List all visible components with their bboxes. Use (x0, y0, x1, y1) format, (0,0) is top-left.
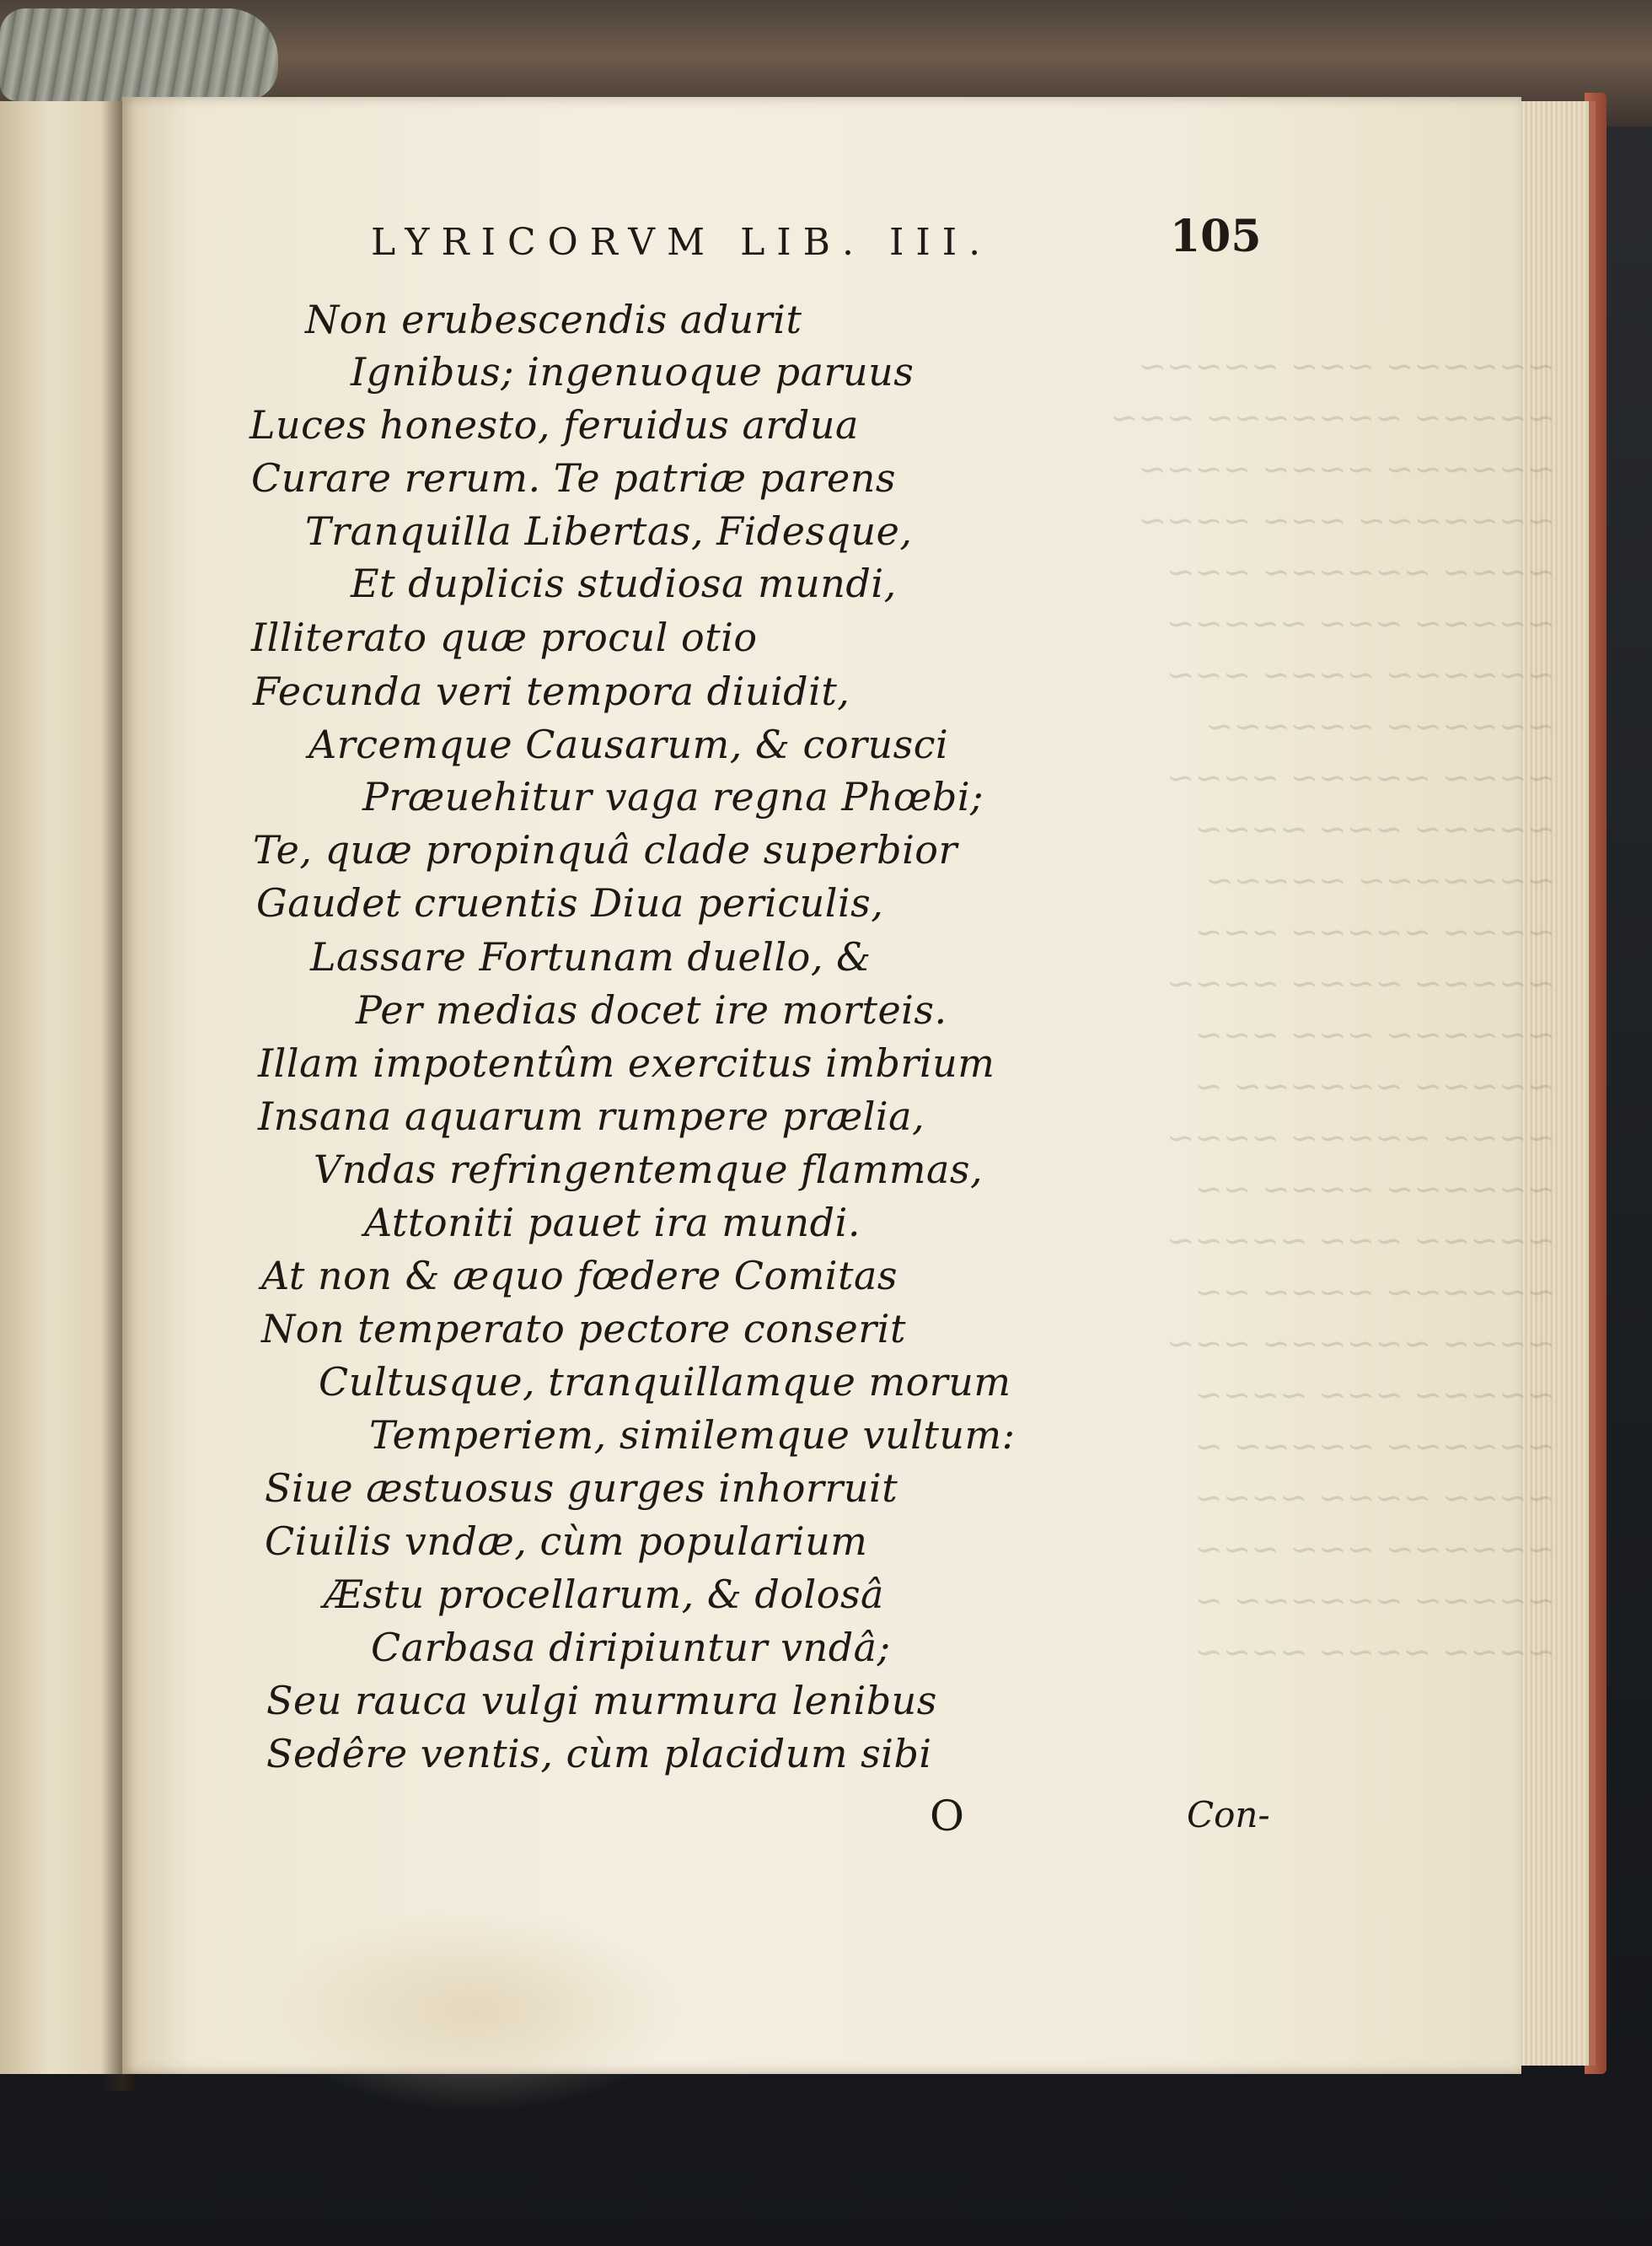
verse-line: Temperiem, similemque vultum: (369, 1412, 1016, 1458)
signature-mark: O (930, 1792, 964, 1840)
verse-line: Seu rauca vulgi murmura lenibus (266, 1678, 937, 1723)
verse-line: Insana aquarum rumpere prælia, (258, 1093, 925, 1139)
verse-line: Non erubescendis adurit (305, 297, 802, 342)
verse-line: Siue æstuosus gurges inhorruit (265, 1465, 898, 1511)
verse-line: Fecunda veri tempora diuidit, (253, 669, 850, 714)
verse-line: Gaudet cruentis Diua periculis, (256, 880, 884, 926)
catchword: Con- (1187, 1794, 1270, 1835)
verse-line: Carbasa diripiuntur vndâ; (371, 1625, 891, 1670)
verse-line: Cultusque, tranquillamque morum (319, 1359, 1011, 1405)
verse-line: Arcemque Causarum, & corusci (308, 722, 949, 767)
verse-line: Ignibus; ingenuoque paruus (351, 349, 914, 395)
verse-line: Tranquilla Libertas, Fidesque, (305, 508, 913, 554)
bleed-through-text: ~~~~~~ ~~~ ~~~~~ ~~~~~ ~~~~~~~ ~~~ ~~~~~~ ~~~~ ~~~~ ~~~~~~~ ~~~ ~~~~ ~~~~ ~~~~~~ ~~~ ~~~~~ ~~~ ~~~~~ ~~~~~~ ~~~~ ~~~ ~~~~~~ ~~~~~~ ~~~~ ~~~~~ ~~~~ ~~~~~ ~~~ ~~~~ ~~~~~~~ ~~~~~ ~~~~ ~~~~~ ~~~ ~~~~~ ~~~~ ~~~~ ~~~~~~ ~~~ ~~~ ~~~~~ ~~~~~~ ~ ~~~~ ~~~~~ ~~~~ ~~~~~~ ~~~~ ~~ ~~~~~ ~~~ ~~~~~ ~~~~~~ ~~~~ ~~ ~~~~ ~~~~~~ ~~~ ~~~~~ ~~~ ~~~~ ~~~~~~ ~~~~~ ~ ~~~~ ~~~~ ~~~~ ~~~~~~ ~~~ ~~~ ~~~~~ ~~~~~~ ~ ~~~~ ~~~~ ~~~~ (1109, 347, 1555, 1672)
verse-line: Præuehitur vaga regna Phœbi; (362, 774, 984, 819)
verse-line: Æstu procellarum, & dolosâ (324, 1572, 884, 1617)
page-number: 105 (1170, 211, 1262, 262)
verse-line: At non & æquo fœdere Comitas (261, 1253, 898, 1298)
headband (0, 8, 278, 101)
verse-line: Sedêre ventis, cùm placidum sibi (266, 1731, 932, 1776)
verse-line: Curare rerum. Te patriæ parens (251, 455, 896, 501)
verse-line: Te, quæ propinquâ clade superbior (253, 827, 957, 873)
verse-line: Attoniti pauet ira mundi. (364, 1200, 861, 1245)
verse-line: Luces honesto, feruidus ardua (249, 402, 859, 448)
verse-line: Illiterato quæ procul otio (251, 615, 758, 660)
verse-line: Non temperato pectore conserit (261, 1306, 906, 1351)
verse-line: Per medias docet ire morteis. (356, 987, 947, 1033)
verse-line: Lassare Fortunam duello, & (310, 934, 872, 980)
running-head: LYRICORVM LIB. III. (371, 221, 993, 264)
verse-line: Illam impotentûm exercitus imbrium (258, 1040, 995, 1086)
verse-line: Ciuilis vndæ, cùm popularium (265, 1518, 868, 1564)
page-edges-stack (1509, 101, 1596, 2066)
verse-line: Et duplicis studiosa mundi, (351, 561, 897, 606)
paper-stain (266, 1910, 687, 2112)
verse-line: Vndas refringentemque flammas, (314, 1147, 984, 1192)
